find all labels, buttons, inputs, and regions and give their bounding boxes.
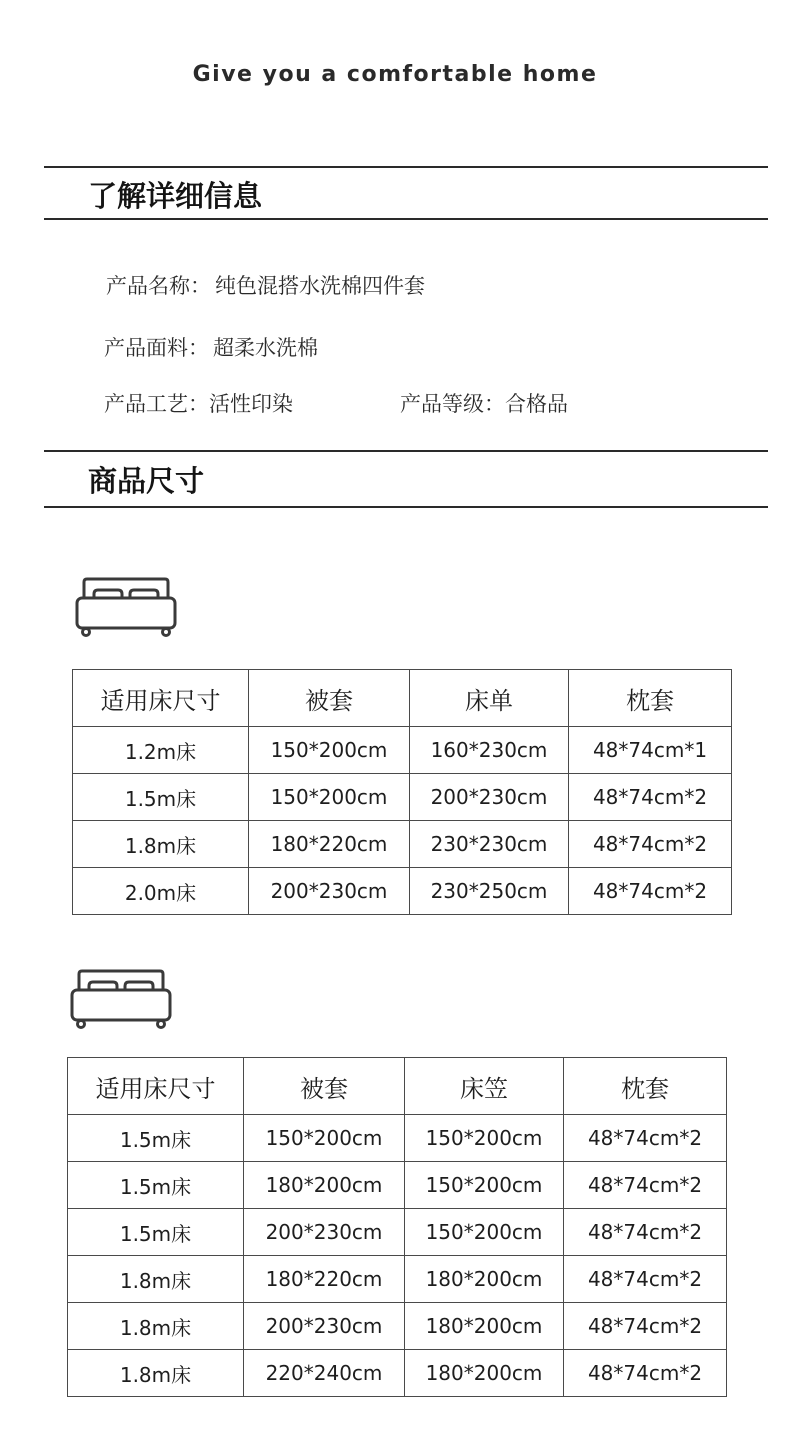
table-row — [68, 1115, 727, 1162]
bed-icon — [74, 576, 178, 638]
cell-bed-size: 2.0m床 — [73, 868, 249, 915]
cell-sheet: 200*230cm — [410, 774, 569, 821]
cell-duvet: 200*230cm — [249, 868, 410, 915]
cell-pillowcase: 48*74cm*2 — [564, 1303, 727, 1350]
cell-pillowcase: 48*74cm*2 — [564, 1162, 727, 1209]
table-row — [73, 727, 732, 774]
cell-duvet: 150*200cm — [249, 774, 410, 821]
size-table-sheet — [72, 669, 732, 915]
table-row — [73, 868, 732, 915]
product-craft-label: 产品工艺： — [104, 392, 209, 416]
product-grade-label: 产品等级： — [400, 392, 505, 416]
tagline: Give you a comfortable home — [192, 62, 598, 87]
table-header-row — [68, 1058, 727, 1115]
cell-duvet: 220*240cm — [244, 1350, 405, 1397]
divider — [44, 506, 768, 508]
cell-fitted-sheet: 150*200cm — [405, 1115, 564, 1162]
cell-duvet: 180*220cm — [244, 1256, 405, 1303]
cell-sheet: 230*230cm — [410, 821, 569, 868]
cell-fitted-sheet: 150*200cm — [405, 1162, 564, 1209]
product-fabric-row — [104, 332, 318, 362]
cell-pillowcase: 48*74cm*2 — [569, 821, 732, 868]
product-grade-row — [400, 388, 568, 418]
table-row — [68, 1303, 727, 1350]
divider — [44, 166, 768, 168]
cell-duvet: 150*200cm — [249, 727, 410, 774]
product-fabric-label: 产品面料： — [104, 336, 209, 360]
divider — [44, 218, 768, 220]
table-row — [68, 1350, 727, 1397]
cell-fitted-sheet: 180*200cm — [405, 1303, 564, 1350]
sizes-heading: 商品尺寸 — [88, 464, 205, 498]
cell-bed-size: 1.8m床 — [68, 1303, 244, 1350]
cell-pillowcase: 48*74cm*2 — [564, 1256, 727, 1303]
bed-icon — [69, 968, 173, 1030]
product-name-value: 纯色混搭水洗棉四件套 — [215, 274, 425, 298]
header-pillowcase: 枕套 — [569, 670, 732, 727]
cell-pillowcase: 48*74cm*2 — [564, 1115, 727, 1162]
header-duvet: 被套 — [244, 1058, 405, 1115]
cell-duvet: 200*230cm — [244, 1209, 405, 1256]
cell-pillowcase: 48*74cm*2 — [569, 774, 732, 821]
product-craft-row — [104, 388, 293, 418]
table-row — [73, 774, 732, 821]
cell-duvet: 180*200cm — [244, 1162, 405, 1209]
header-sheet: 床单 — [410, 670, 569, 727]
cell-pillowcase: 48*74cm*2 — [569, 868, 732, 915]
cell-sheet: 160*230cm — [410, 727, 569, 774]
product-grade-value: 合格品 — [505, 392, 568, 416]
cell-duvet: 180*220cm — [249, 821, 410, 868]
cell-bed-size: 1.8m床 — [68, 1256, 244, 1303]
cell-fitted-sheet: 180*200cm — [405, 1256, 564, 1303]
header-duvet: 被套 — [249, 670, 410, 727]
cell-pillowcase: 48*74cm*1 — [569, 727, 732, 774]
product-name-row — [106, 270, 425, 300]
header-bed-size: 适用床尺寸 — [68, 1058, 244, 1115]
cell-bed-size: 1.5m床 — [68, 1115, 244, 1162]
cell-pillowcase: 48*74cm*2 — [564, 1209, 727, 1256]
product-name-label: 产品名称： — [106, 274, 211, 298]
cell-bed-size: 1.2m床 — [73, 727, 249, 774]
cell-sheet: 230*250cm — [410, 868, 569, 915]
cell-duvet: 150*200cm — [244, 1115, 405, 1162]
header-pillowcase: 枕套 — [564, 1058, 727, 1115]
cell-bed-size: 1.5m床 — [68, 1209, 244, 1256]
size-table-fitted — [67, 1057, 727, 1397]
table-row — [68, 1162, 727, 1209]
cell-bed-size: 1.8m床 — [73, 821, 249, 868]
header-bed-size: 适用床尺寸 — [73, 670, 249, 727]
cell-bed-size: 1.5m床 — [68, 1162, 244, 1209]
table-header-row — [73, 670, 732, 727]
table-row — [68, 1256, 727, 1303]
cell-fitted-sheet: 150*200cm — [405, 1209, 564, 1256]
cell-fitted-sheet: 180*200cm — [405, 1350, 564, 1397]
product-fabric-value: 超柔水洗棉 — [213, 336, 318, 360]
header-fitted-sheet: 床笠 — [405, 1058, 564, 1115]
table-row — [68, 1209, 727, 1256]
cell-bed-size: 1.5m床 — [73, 774, 249, 821]
divider — [44, 450, 768, 452]
product-craft-value: 活性印染 — [209, 392, 293, 416]
cell-pillowcase: 48*74cm*2 — [564, 1350, 727, 1397]
table-row — [73, 821, 732, 868]
details-heading: 了解详细信息 — [88, 179, 263, 213]
cell-duvet: 200*230cm — [244, 1303, 405, 1350]
cell-bed-size: 1.8m床 — [68, 1350, 244, 1397]
